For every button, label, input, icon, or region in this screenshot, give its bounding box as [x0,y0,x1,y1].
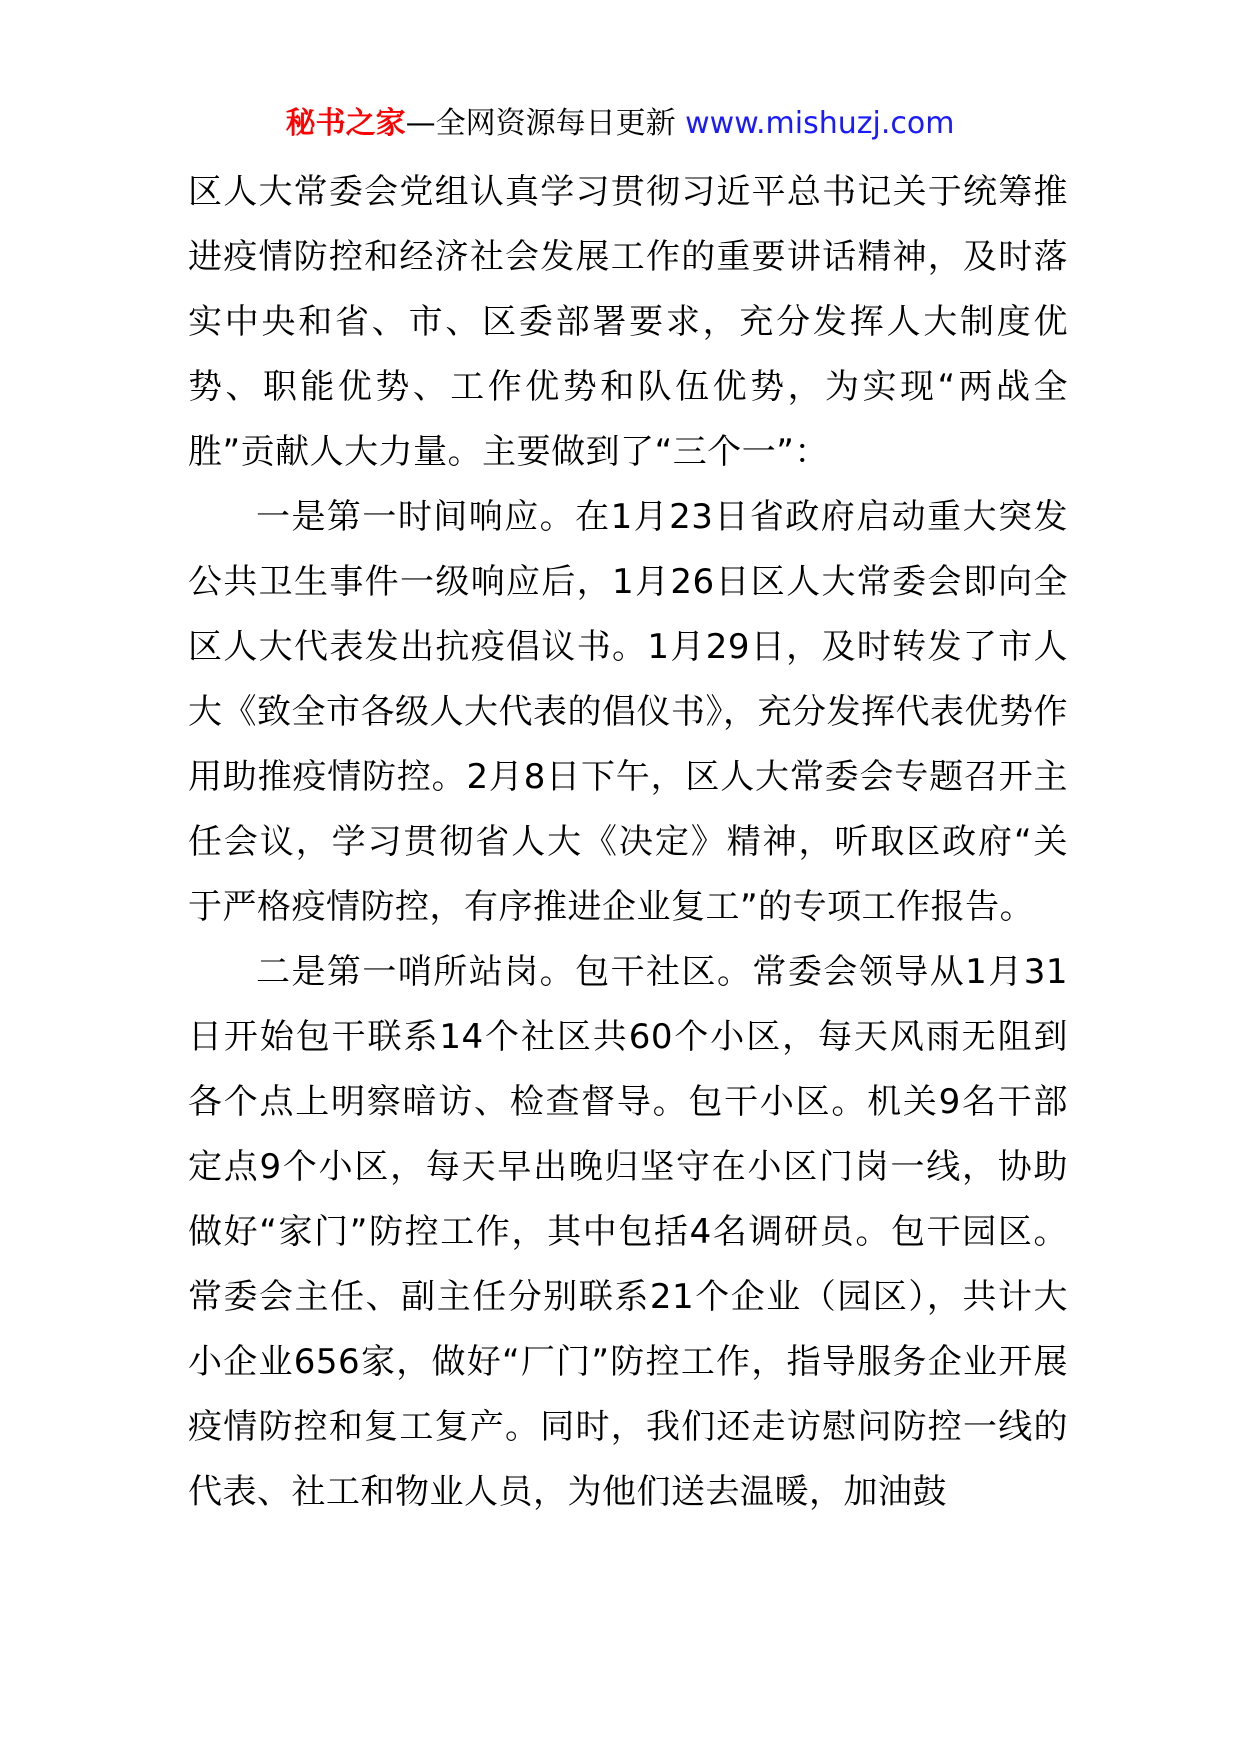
site-url-link[interactable]: www.mishuzj.com [685,106,955,141]
site-brand: 秘书之家 [285,106,406,141]
paragraph-intro: 区人大常委会党组认真学习贯彻习近平总书记关于统筹推进疫情防控和经济社会发展工作的重要讲话精神，及时落实中央和省、市、区委部署要求，充分发挥人大制度优势、职能优势、工作优势和队伍优势，为实现“两战全胜”贡献人大力量。主要做到了“三个一”： [188,172,1068,472]
paragraph-first-response: 一是第一时间响应。在1月23日省政府启动重大突发公共卫生事件一级响应后，1月26日区人大常委会即向全区人大代表发出抗疫倡议书。1月29日，及时转发了市人大《致全市各级人大代表的倡仪书》，充分发挥代表优势作用助推疫情防控。2月8日下午，区人大常委会专题召开主任会议，学习贯彻省人大《决定》精神，听取区政府“关于严格疫情防控，有序推进企业复工”的专项工作报告。 [188,497,1068,927]
site-header [0,102,1240,146]
site-tagline: —全网资源每日更新 [405,106,676,141]
document-body [188,160,1068,1525]
paragraph-first-post: 二是第一哨所站岗。包干社区。常委会领导从1月31日开始包干联系14个社区共60个小区，每天风雨无阻到各个点上明察暗访、检查督导。包干小区。机关9名干部定点9个小区，每天早出晚归坚守在小区门岗一线，协助做好“家门”防控工作，其中包括4名调研员。包干园区。常委会主任、副主任分别联系21个企业（园区），共计大小企业656家，做好“厂门”防控工作，指导服务企业开展疫情防控和复工复产。同时，我们还走访慰问防控一线的代表、社工和物业人员，为他们送去温暖，加油鼓 [188,952,1068,1512]
